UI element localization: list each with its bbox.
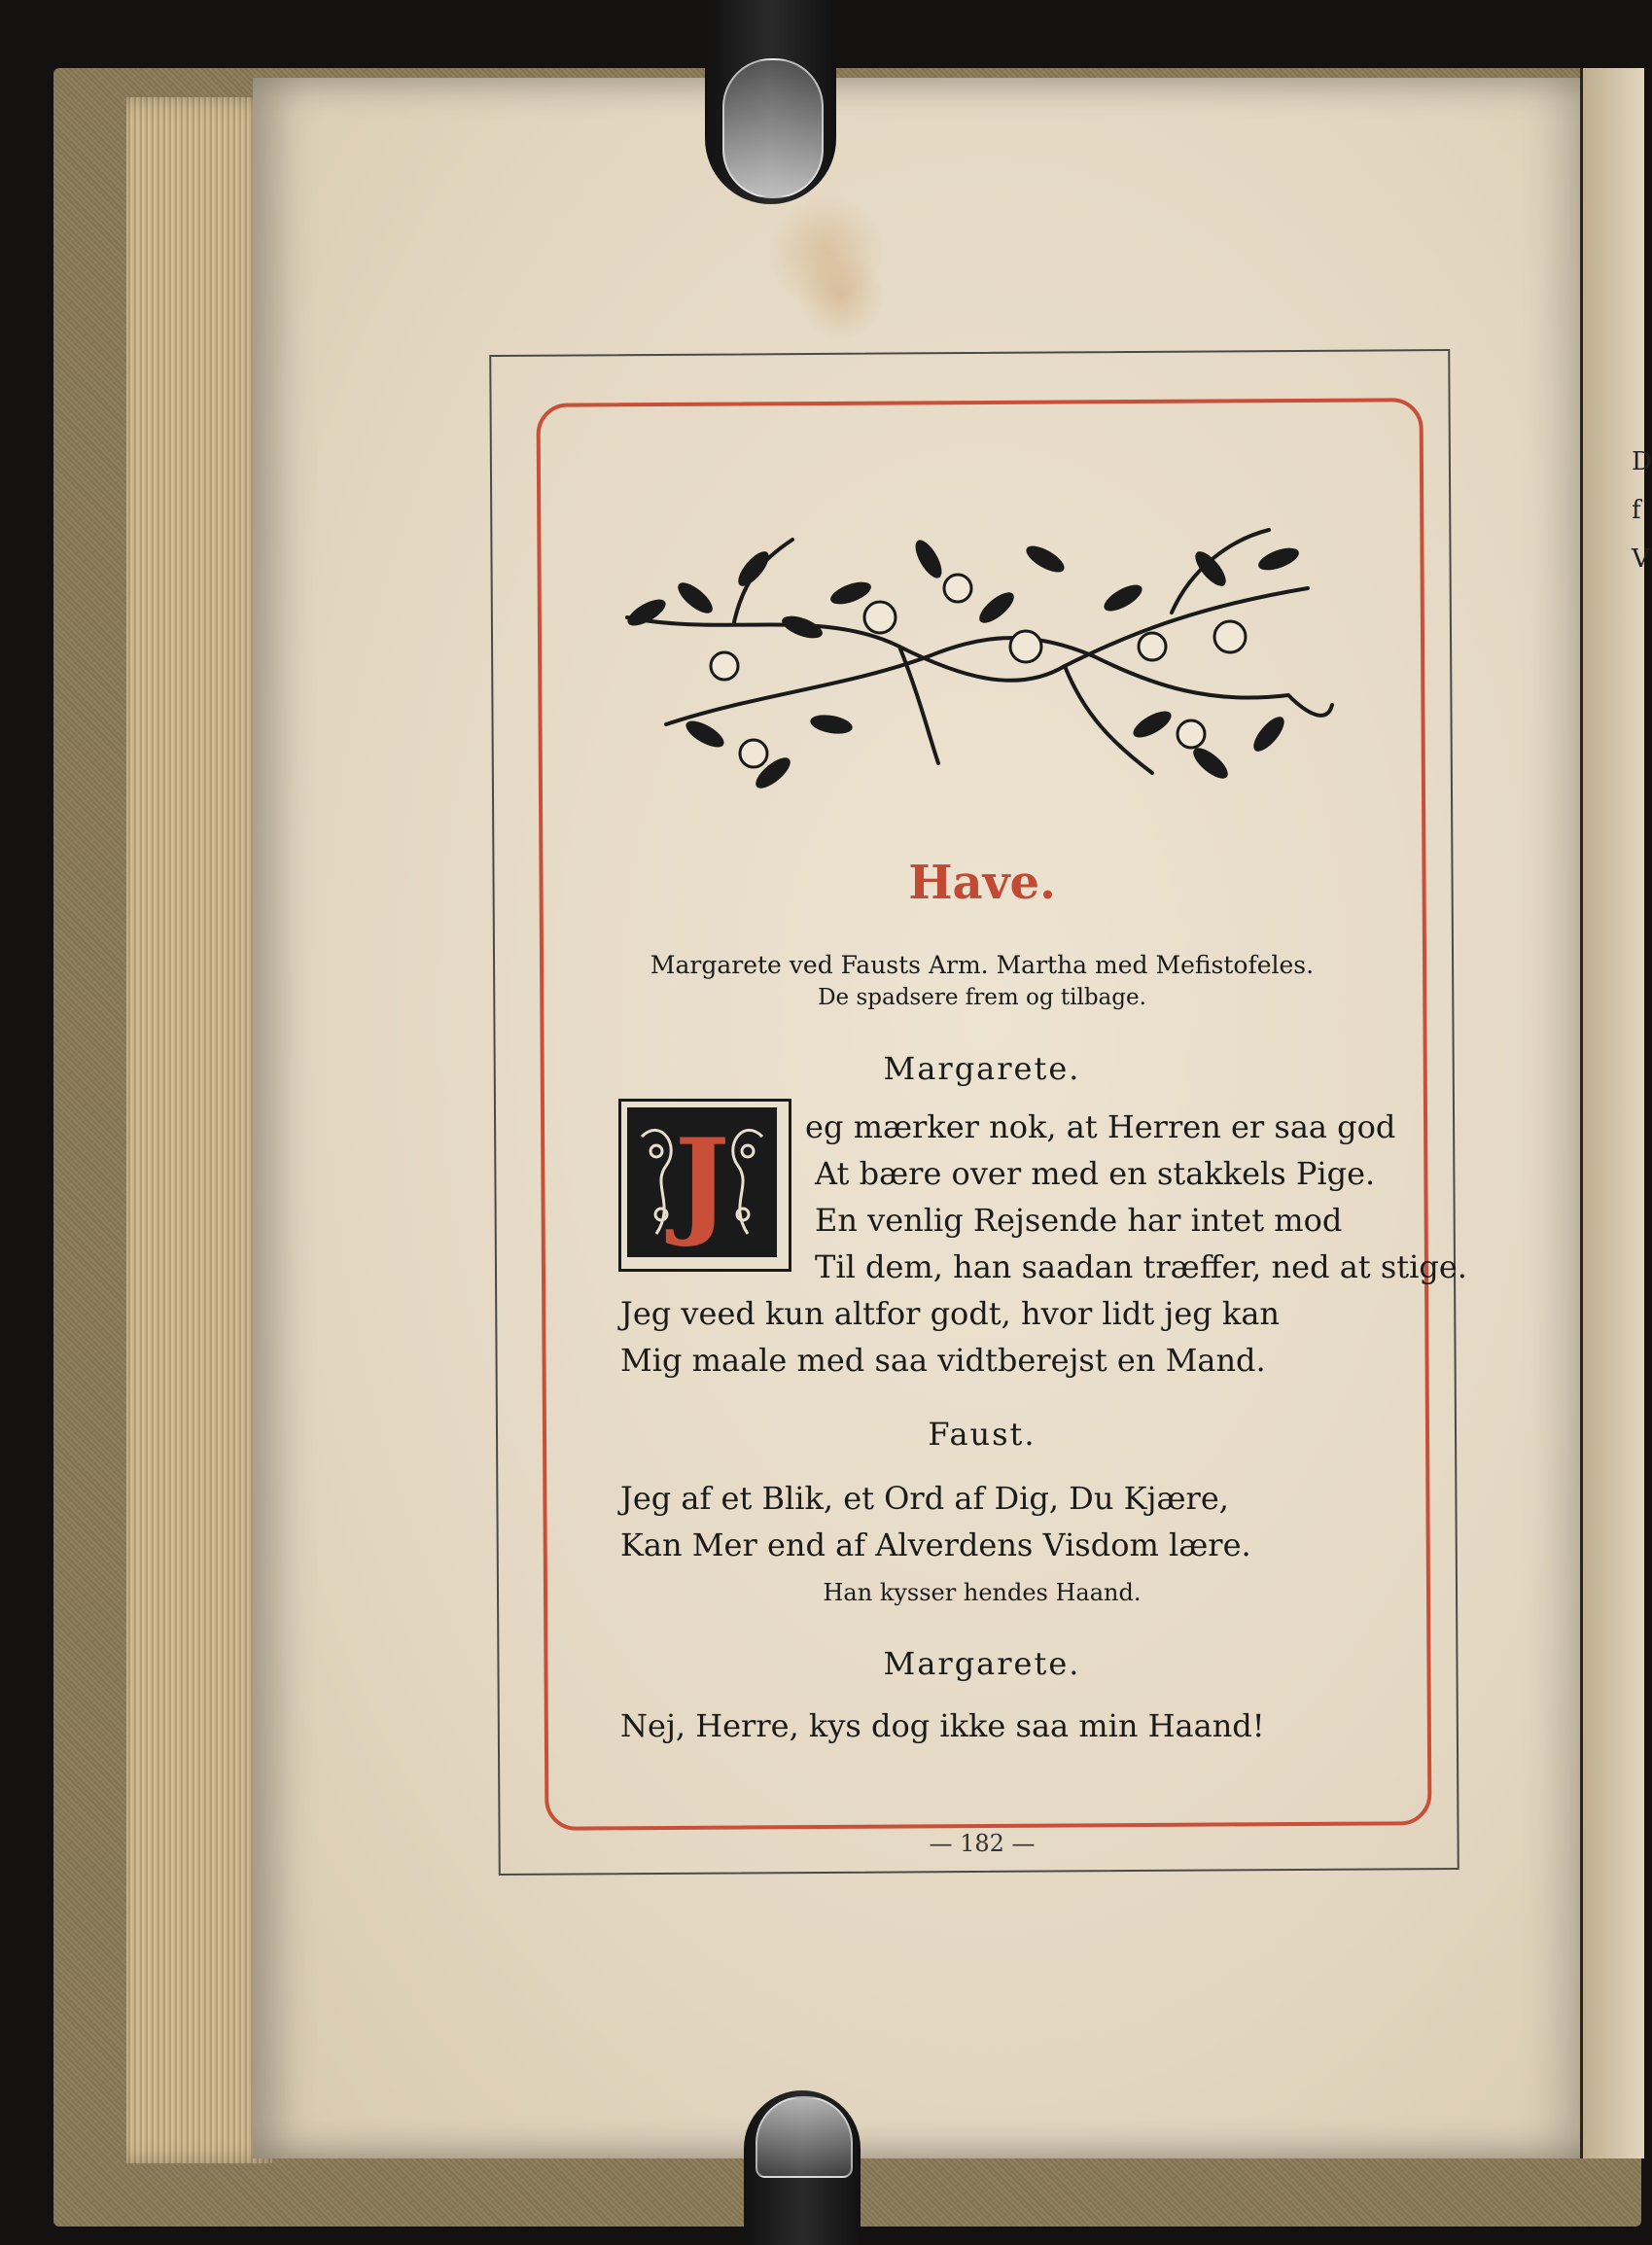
scene-title: Have. [908,856,1056,910]
page-edges [126,97,272,2163]
speaker-name: Margarete. [883,1050,1081,1087]
next-page-fragment: D [1632,447,1652,476]
stage-direction: De spadsere frem og tilbage. [818,985,1146,1010]
stage-direction: Margarete ved Fausts Arm. Martha med Mefistofeles. [650,951,1315,979]
page-clip-top [705,0,836,204]
stage-direction: Han kysser hendes Haand. [823,1579,1142,1606]
verse-line: Kan Mer end af Alverdens Visdom lære. [620,1526,1251,1563]
verse-line: Jeg veed kun altfor godt, hvor lidt jeg kan [620,1295,1280,1332]
initial-background [627,1107,777,1257]
page-clip-bottom [744,2090,861,2245]
speaker-name: Margarete. [883,1645,1081,1682]
branch-ornament-icon [608,501,1347,822]
verse-line: En venlig Rejsende har intet mod [815,1202,1343,1239]
verse-line: eg mærker nok, at Herren er saa god [805,1108,1396,1145]
page-number: — 182 — [929,1830,1036,1857]
verse-line: At bære over med en stakkels Pige. [815,1155,1376,1192]
speaker-name: Faust. [928,1416,1037,1453]
initial-letter: J [674,1113,730,1250]
verse-line: Nej, Herre, kys dog ikke saa min Haand! [620,1707,1265,1744]
verse-line: Mig maale med saa vidtberejst en Mand. [620,1342,1266,1379]
next-page-fragment: f [1632,496,1641,525]
decorated-initial [618,1099,791,1272]
next-page-fragment: V [1632,544,1650,574]
verse-line: Jeg af et Blik, et Ord af Dig, Du Kjære, [620,1480,1229,1517]
verse-line: Til dem, han saadan træffer, ned at stige. [815,1248,1467,1285]
foxing-stain [797,253,885,340]
next-page-edge [1580,68,1652,2158]
